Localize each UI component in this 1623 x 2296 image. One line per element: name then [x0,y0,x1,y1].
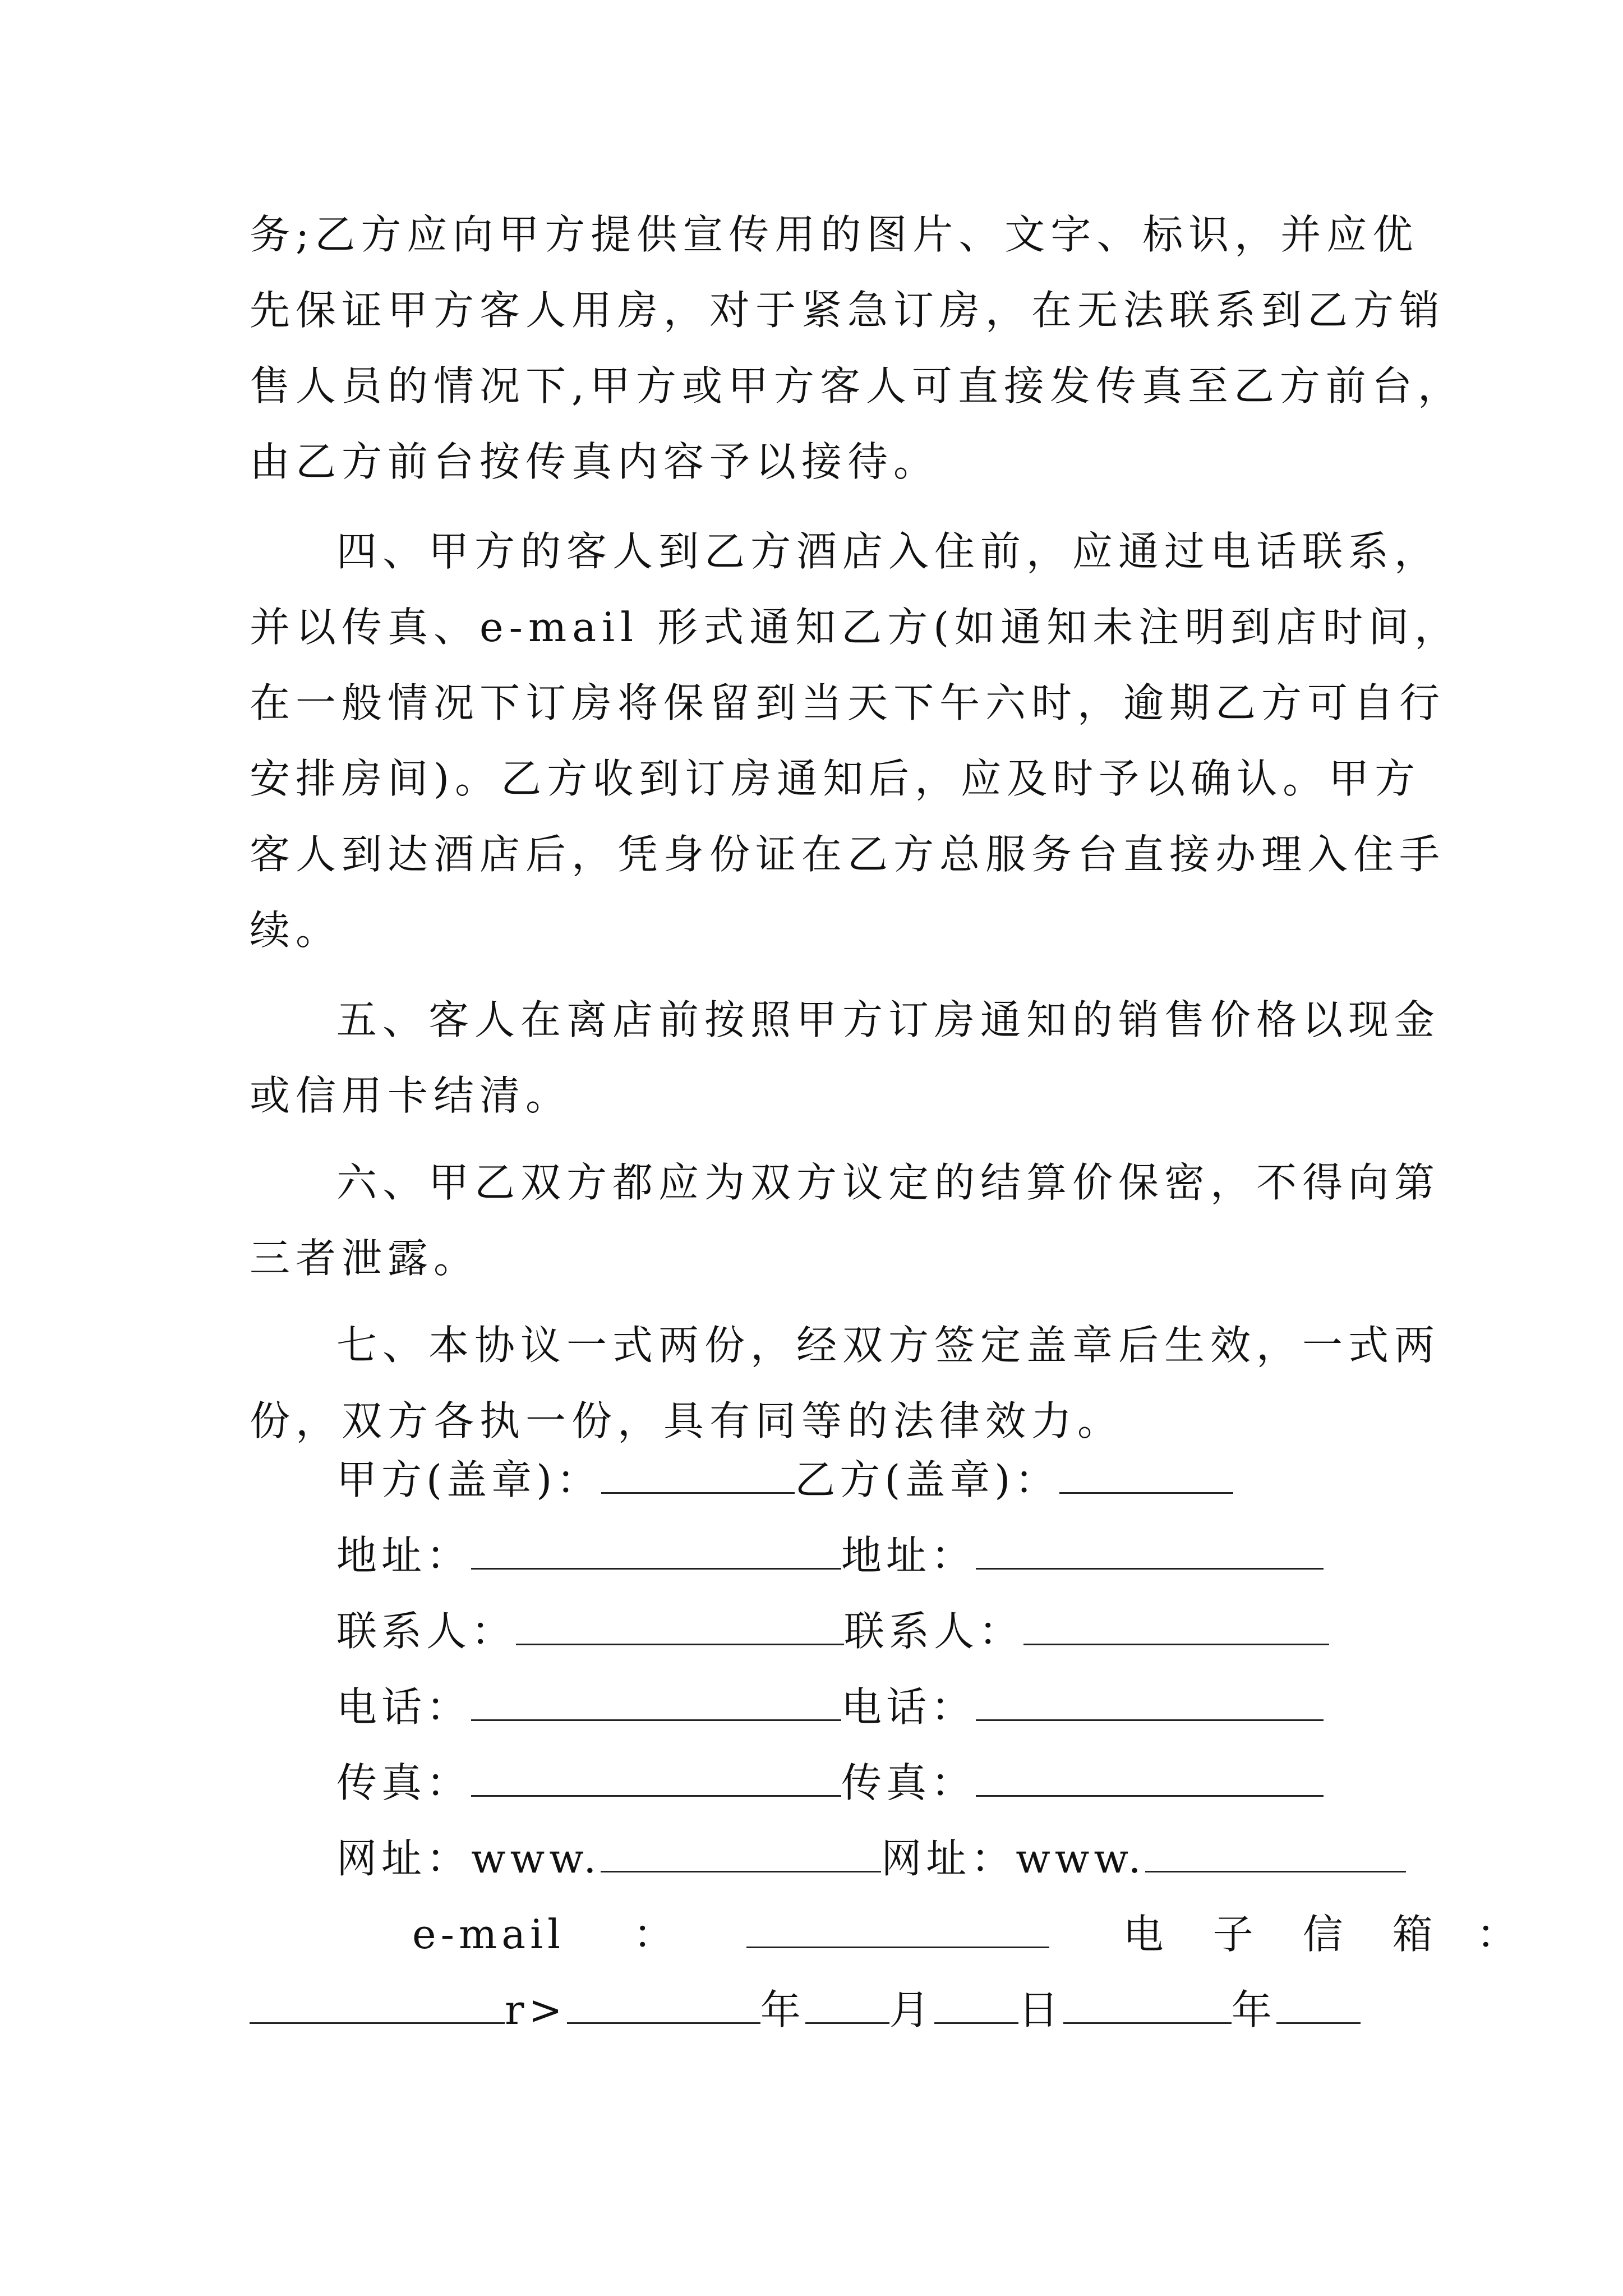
fax-b-label: 传真： [841,1759,976,1806]
month-blank [805,1989,889,2024]
paragraph-line: 续。 [250,907,342,954]
phone-a-blank [471,1686,841,1721]
address-b-blank [976,1534,1324,1570]
email-blank [746,1913,1049,1948]
year-blank [567,1989,760,2024]
website-b-label: 网址：www. [881,1835,1146,1882]
fax-a-blank [471,1761,841,1797]
party-b-seal-blank [1059,1458,1233,1494]
date-row [250,1983,1361,2037]
paragraph-line: 安排房间)。乙方收到订房通知后，应及时予以确认。甲方 [250,755,1421,802]
clause-seven: 七、本协议一式两份，经双方签定盖章后生效，一式两 [336,1322,1441,1369]
email-cn-char: 箱 [1392,1911,1437,1958]
year2-label: 年 [1231,1986,1276,2033]
paragraph-line: 并以传真、e-mail 形式通知乙方(如通知未注明到店时间， [250,604,1461,651]
fax-b-blank [976,1761,1324,1797]
address-b-label: 地址： [841,1532,976,1579]
month-label: 月 [889,1986,934,2033]
year2-blank [1063,1989,1232,2024]
fax-row [336,1756,1324,1810]
email-cn-char: 电 [1123,1911,1168,1958]
contact-row [336,1604,1329,1658]
contact-a-label: 联系人： [336,1608,517,1655]
email-cn-char: 信 [1302,1911,1348,1958]
phone-b-label: 电话： [841,1683,976,1731]
clause-five: 五、客人在离店前按照甲方订房通知的销售价格以现金 [336,996,1441,1043]
year-label: 年 [760,1986,805,2033]
paragraph-line: 由乙方前台按传真内容予以接待。 [250,438,940,485]
paragraph-line: 务;乙方应向甲方提供宣传用的图片、文字、标识，并应优 [250,211,1419,258]
date-mid-text: r> [505,1986,567,2033]
fax-a-label: 传真： [336,1759,472,1806]
clause-six: 六、甲乙双方都应为双方议定的结算价保密，不得向第 [336,1159,1441,1206]
party-a-seal-label: 甲方(盖章)： [336,1456,602,1503]
trailing-blank [1276,1989,1361,2024]
day-label: 日 [1018,1986,1063,2033]
party-b-seal-label: 乙方(盖章)： [795,1456,1060,1503]
clause-four: 四、甲方的客人到乙方酒店入住前，应通过电话联系， [336,528,1441,575]
party-a-seal-blank [601,1458,795,1494]
email-cn-char: ： [1476,1911,1521,1958]
day-blank [934,1989,1018,2024]
paragraph-line: 份，双方各执一份，具有同等的法律效力。 [250,1397,1124,1444]
address-a-label: 地址： [336,1532,472,1579]
website-a-blank [601,1837,881,1872]
website-row [336,1832,1406,1885]
website-a-label: 网址：www. [336,1835,601,1882]
seal-row [336,1453,1233,1507]
date-blank-leading [250,1989,505,2024]
paragraph-line: 先保证甲方客人用房，对于紧急订房，在无法联系到乙方销 [250,287,1446,334]
paragraph-line: 客人到达酒店后，凭身份证在乙方总服务台直接办理入住手 [250,831,1446,878]
contact-a-blank [516,1610,844,1645]
email-cn-char: 子 [1212,1911,1258,1958]
email-row [412,1907,1521,1961]
contact-b-blank [1023,1610,1329,1645]
phone-row [336,1680,1324,1734]
address-a-blank [471,1534,841,1570]
address-row [336,1529,1324,1582]
paragraph-line: 三者泄露。 [250,1235,480,1282]
contact-b-label: 联系人： [844,1608,1024,1655]
website-b-blank [1145,1837,1406,1872]
email-colon: ： [633,1911,678,1958]
phone-a-label: 电话： [336,1683,472,1731]
paragraph-line: 售人员的情况下,甲方或甲方客人可直接发传真至乙方前台， [250,362,1464,409]
paragraph-line: 或信用卡结清。 [250,1072,572,1119]
phone-b-blank [976,1686,1324,1721]
paragraph-line: 在一般情况下订房将保留到当天下午六时，逾期乙方可自行 [250,679,1446,726]
email-label: e-mail [412,1911,565,1958]
